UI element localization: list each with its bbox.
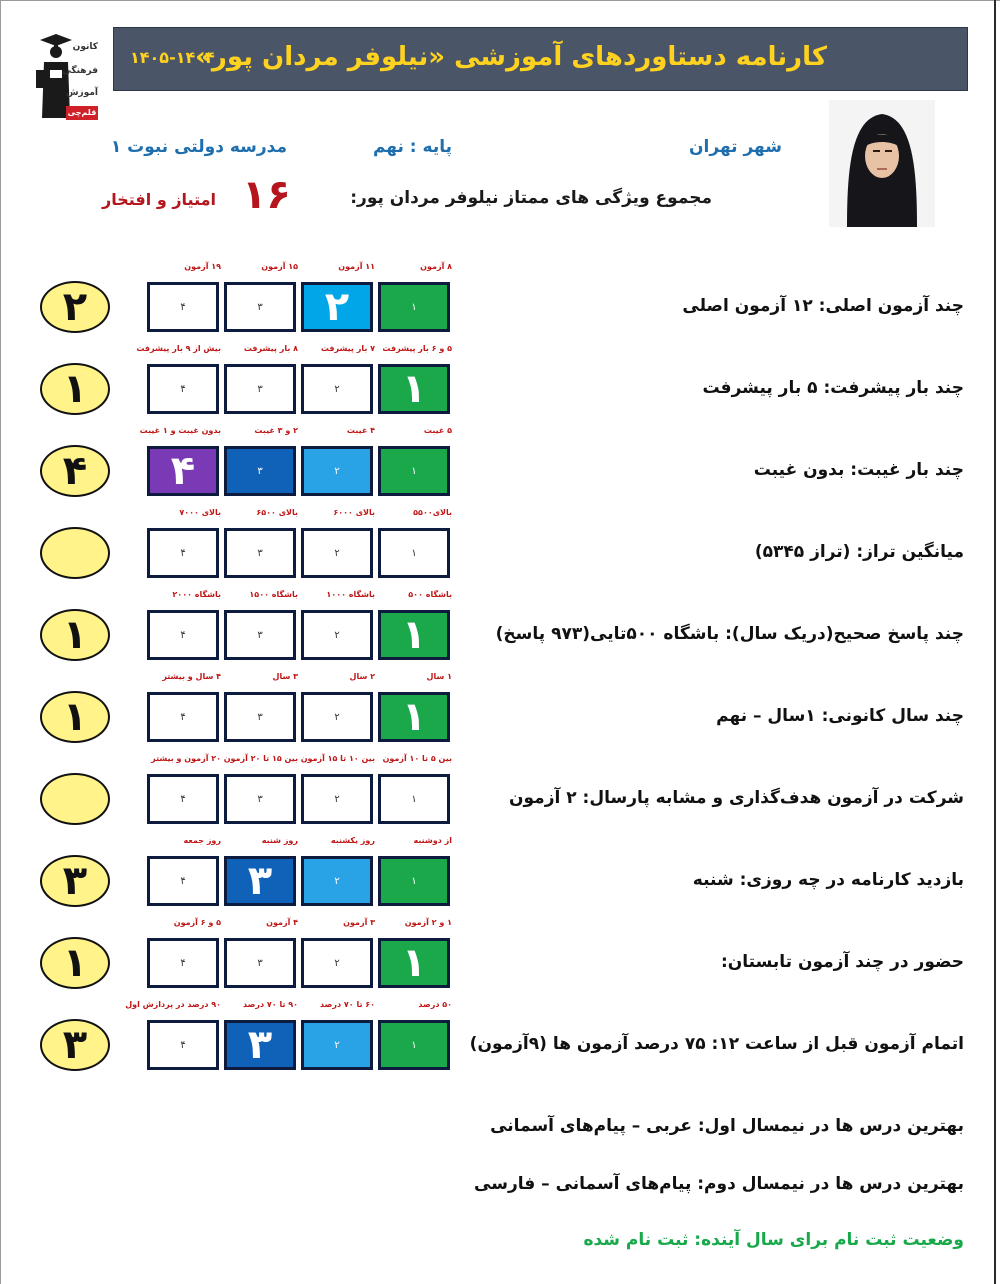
category-label: ۳ سال xyxy=(272,672,298,681)
grade-cell: ۴ xyxy=(147,364,219,414)
grade-cell: ۴ xyxy=(147,774,219,824)
grade-cell: ۴ xyxy=(147,1020,219,1070)
summary-label: مجموع ویژگی های ممتاز نیلوفر مردان پور: xyxy=(350,188,712,208)
row-label: چند پاسخ صحیح(دریک سال): باشگاه ۵۰۰تایی(۹۷۳ پاسخ) xyxy=(495,624,964,644)
grade-cell: ۲ xyxy=(301,774,373,824)
grade-cell: ۱ xyxy=(378,938,450,988)
logo-line-3: آموزش xyxy=(66,88,98,98)
grade-cell: ۱ xyxy=(378,856,450,906)
grade-cell: ۲ xyxy=(301,938,373,988)
page-border-right xyxy=(994,0,996,1284)
row-label: چند آزمون اصلی: ۱۲ آزمون اصلی xyxy=(682,296,964,316)
category-label: ۵۰ درصد xyxy=(418,1000,452,1009)
grade-cell: ۴ xyxy=(147,692,219,742)
category-label: ۱۹ آزمون xyxy=(184,262,221,271)
row-score-bubble: ۱ xyxy=(40,937,110,989)
category-label: بین ۱۰ تا ۱۵ آزمون xyxy=(300,754,375,763)
category-label: ۸ آزمون xyxy=(420,262,452,271)
category-label: ۶۰ تا ۷۰ درصد xyxy=(320,1000,375,1009)
category-label: بین ۱۵ تا ۲۰ آزمون xyxy=(223,754,298,763)
registration-status: وضعیت ثبت نام برای سال آینده: ثبت نام شده xyxy=(583,1230,964,1250)
category-label: ۹۰ تا ۷۰ درصد xyxy=(243,1000,298,1009)
row-score-bubble xyxy=(40,527,110,579)
row-score-bubble xyxy=(40,773,110,825)
category-label: باشگاه ۲۰۰۰ xyxy=(172,590,221,599)
grade-cell: ۱ xyxy=(378,610,450,660)
logo-badge: قلم‌چی xyxy=(66,106,98,120)
grade-cell: ۲ xyxy=(301,692,373,742)
category-label: ۳ آزمون xyxy=(343,918,375,927)
page-border-top xyxy=(0,0,1000,1)
grade-cell: ۱ xyxy=(378,692,450,742)
grade-cell: ۲ xyxy=(301,610,373,660)
grade-cell: ۲ xyxy=(301,528,373,578)
header-bar xyxy=(113,27,968,91)
grade-cell: ۱ xyxy=(378,282,450,332)
category-label: ۷ بار پیشرفت xyxy=(320,344,375,353)
row-score-bubble: ۱ xyxy=(40,609,110,661)
logo-line-2: فرهنگی xyxy=(62,66,98,76)
category-label: بالای ۶۰۰۰ xyxy=(333,508,375,517)
row-label: بازدید کارنامه در چه روزی: شنبه xyxy=(692,870,964,890)
student-grade: پایه : نهم xyxy=(372,137,452,157)
row-score-bubble: ۳ xyxy=(40,1019,110,1071)
grade-cell: ۳ xyxy=(224,364,296,414)
category-label: ۹۰ درصد در پردازش اول xyxy=(125,1000,221,1009)
row-label: چند سال کانونی: ۱سال – نهم xyxy=(716,706,964,726)
grade-cell: ۴ xyxy=(147,856,219,906)
grade-cell: ۳ xyxy=(224,282,296,332)
category-label: بین ۵ تا ۱۰ آزمون xyxy=(382,754,452,763)
grade-cell: ۲ xyxy=(301,856,373,906)
category-label: روز جمعه xyxy=(183,836,221,845)
category-label: ۵ غیبت xyxy=(423,426,452,435)
page-title: کارنامه دستاوردهای آموزشی «نیلوفر مردان پور» xyxy=(195,42,827,72)
category-label: بالای ۷۰۰۰ xyxy=(179,508,221,517)
row-score-bubble: ۳ xyxy=(40,855,110,907)
category-label: ۱۱ آزمون xyxy=(338,262,375,271)
grade-cell: ۲ xyxy=(301,364,373,414)
student-city: شهر تهران xyxy=(689,137,782,157)
category-label: بیش از ۹ بار پیشرفت xyxy=(136,344,221,353)
row-label: اتمام آزمون قبل از ساعت ۱۲: ۷۵ درصد آزمون ها (۹آزمون) xyxy=(469,1034,964,1054)
grade-cell: ۴ xyxy=(147,446,219,496)
category-label: ۱ و ۲ آزمون xyxy=(404,918,452,927)
grade-cell: ۴ xyxy=(147,528,219,578)
row-score-bubble: ۲ xyxy=(40,281,110,333)
grade-cell: ۱ xyxy=(378,364,450,414)
academic-year: ۱۴۰۵-۱۴۰۴ xyxy=(130,48,215,67)
row-score-bubble: ۱ xyxy=(40,691,110,743)
logo-line-1: کانون xyxy=(72,42,98,52)
category-label: ۴ آزمون xyxy=(266,918,298,927)
grade-cell: ۱ xyxy=(378,774,450,824)
grade-cell: ۳ xyxy=(224,1020,296,1070)
grade-cell: ۴ xyxy=(147,282,219,332)
grade-cell: ۱ xyxy=(378,528,450,578)
grade-cell: ۳ xyxy=(224,856,296,906)
category-label: باشگاه ۱۰۰۰ xyxy=(326,590,375,599)
student-portrait-icon xyxy=(829,100,935,227)
best-subjects-second-term: بهترین درس ها در نیمسال دوم: پیام‌های آسمانی – فارسی xyxy=(474,1174,964,1194)
row-score-bubble: ۱ xyxy=(40,363,110,415)
grade-cell: ۳ xyxy=(224,446,296,496)
grade-cell: ۴ xyxy=(147,610,219,660)
grade-cell: ۱ xyxy=(378,446,450,496)
row-label: حضور در چند آزمون تابستان: xyxy=(720,952,964,972)
category-label: ۱۵ آزمون xyxy=(261,262,298,271)
category-label: ۲۰ آزمون و بیشتر xyxy=(151,754,221,763)
category-label: بالای۵۵۰۰ xyxy=(413,508,452,517)
category-label: روز یکشنبه xyxy=(330,836,375,845)
category-label: ۲ و ۳ غیبت xyxy=(254,426,298,435)
grade-cell: ۳ xyxy=(224,610,296,660)
total-score-label: امتیاز و افتخار xyxy=(102,190,216,209)
category-label: ۲ سال xyxy=(349,672,375,681)
student-school: مدرسه دولتی نبوت ۱ xyxy=(110,137,287,157)
grade-cell: ۲ xyxy=(301,282,373,332)
category-label: بدون غیبت و ۱ غیبت xyxy=(139,426,221,435)
total-score: ۱۶ xyxy=(242,172,291,218)
category-label: بالای ۶۵۰۰ xyxy=(256,508,298,517)
page-border-left xyxy=(0,0,1,1284)
category-label: ۸ بار پیشرفت xyxy=(243,344,298,353)
grade-cell: ۲ xyxy=(301,446,373,496)
grade-cell: ۱ xyxy=(378,1020,450,1070)
grade-cell: ۲ xyxy=(301,1020,373,1070)
row-label: چند بار غیبت: بدون غیبت xyxy=(753,460,964,480)
best-subjects-first-term: بهترین درس ها در نیمسال اول: عربی – پیام‌های آسمانی xyxy=(490,1116,964,1136)
category-label: ۵ و ۶ بار پیشرفت xyxy=(382,344,452,353)
category-label: ۴ سال و بیشتر xyxy=(162,672,221,681)
grade-cell: ۳ xyxy=(224,774,296,824)
grade-cell: ۳ xyxy=(224,528,296,578)
category-label: از دوشنبه xyxy=(413,836,452,845)
category-label: باشگاه ۵۰۰ xyxy=(408,590,452,599)
grade-cell: ۳ xyxy=(224,938,296,988)
row-score-bubble: ۴ xyxy=(40,445,110,497)
student-photo xyxy=(829,100,935,227)
category-label: روز شنبه xyxy=(261,836,298,845)
row-label: میانگین تراز: (تراز ۵۳۴۵) xyxy=(754,542,964,562)
kanoon-logo xyxy=(34,30,98,120)
category-label: ۵ و ۶ آزمون xyxy=(173,918,221,927)
category-label: ۱ سال xyxy=(426,672,452,681)
row-label: چند بار پیشرفت: ۵ بار پیشرفت xyxy=(702,378,964,398)
category-label: ۴ غیبت xyxy=(346,426,375,435)
category-label: باشگاه ۱۵۰۰ xyxy=(249,590,298,599)
grade-cell: ۴ xyxy=(147,938,219,988)
grade-cell: ۳ xyxy=(224,692,296,742)
row-label: شرکت در آزمون هدف‌گذاری و مشابه پارسال: ۲ آزمون xyxy=(509,788,964,808)
